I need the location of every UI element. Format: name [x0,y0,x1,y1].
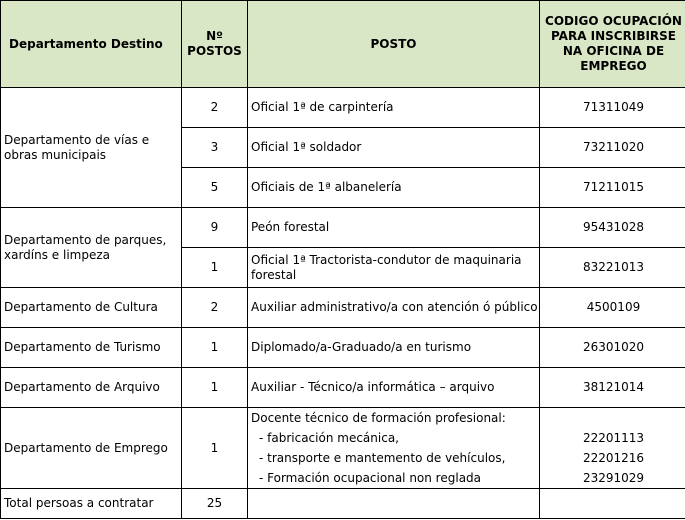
code-subitem: 22201113 [582,431,645,445]
empty-cell [540,489,685,519]
code-spacer [540,408,685,428]
table-row [1,88,685,128]
posto-title: Docente técnico de formación profesional: [251,411,506,425]
posto-subitem: - transporte e mantemento de vehículos, [259,451,506,465]
posto-subitem: - fabricación mecánica, [259,431,399,445]
code-cell: 95431028 [540,208,685,248]
num-cell: 1 [182,408,248,489]
num-cell: 5 [182,168,248,208]
header-row [1,1,685,88]
dept-cultura: Departamento de Cultura [1,288,182,328]
dept-arquivo: Departamento de Arquivo [1,368,182,408]
dept-turismo: Departamento de Turismo [1,328,182,368]
code-cell: 38121014 [540,368,685,408]
dept-vias: Departamento de vías e obras municipais [1,88,182,208]
posto-subitem: - Formación ocupacional non reglada [259,471,482,485]
num-cell: 1 [182,328,248,368]
table-row [1,208,685,248]
header-posto: POSTO [248,1,540,88]
posto-cell: Oficial 1ª soldador [248,128,540,168]
num-cell: 9 [182,208,248,248]
posto-cell: Peón forestal [248,208,540,248]
header-dept: Departamento Destino [1,1,182,88]
code-cell: 83221013 [540,248,685,288]
posto-cell: Oficial 1ª Tractorista-condutor de maquinaria forestal [248,248,540,288]
empty-cell [248,489,540,519]
code-subitem: 23291029 [582,471,645,485]
num-cell: 1 [182,248,248,288]
table-row [1,408,685,489]
total-value: 25 [182,489,248,519]
code-cell: 73211020 [540,128,685,168]
dept-emprego: Departamento de Emprego [1,408,182,489]
header-num: Nº POSTOS [182,1,248,88]
code-cell: 4500109 [540,288,685,328]
posto-cell: Diplomado/a-Graduado/a en turismo [248,328,540,368]
posto-cell: Oficial 1ª de carpintería [248,88,540,128]
num-cell: 3 [182,128,248,168]
posto-cell: Auxiliar - Técnico/a informática – arquivo [248,368,540,408]
code-subitem: 22201216 [582,451,645,465]
code-cell: 71311049 [540,88,685,128]
code-cell: 71211015 [540,168,685,208]
table-row [1,328,685,368]
total-label: Total persoas a contratar [1,489,182,519]
table-row [1,368,685,408]
posto-cell: Oficiais de 1ª albanelería [248,168,540,208]
posto-cell-emprego [248,408,540,489]
header-code: CODIGO OCUPACIÓN PARA INSCRIBIRSE NA OFICINA DE EMPREGO [540,1,685,88]
total-row [1,489,685,519]
posto-cell: Auxiliar administrativo/a con atención ó público [248,288,540,328]
num-cell: 1 [182,368,248,408]
code-cell: 26301020 [540,328,685,368]
num-cell: 2 [182,288,248,328]
num-cell: 2 [182,88,248,128]
dept-parques: Departamento de parques, xardíns e limpeza [1,208,182,288]
code-cell-emprego [540,408,685,489]
table-row [1,288,685,328]
